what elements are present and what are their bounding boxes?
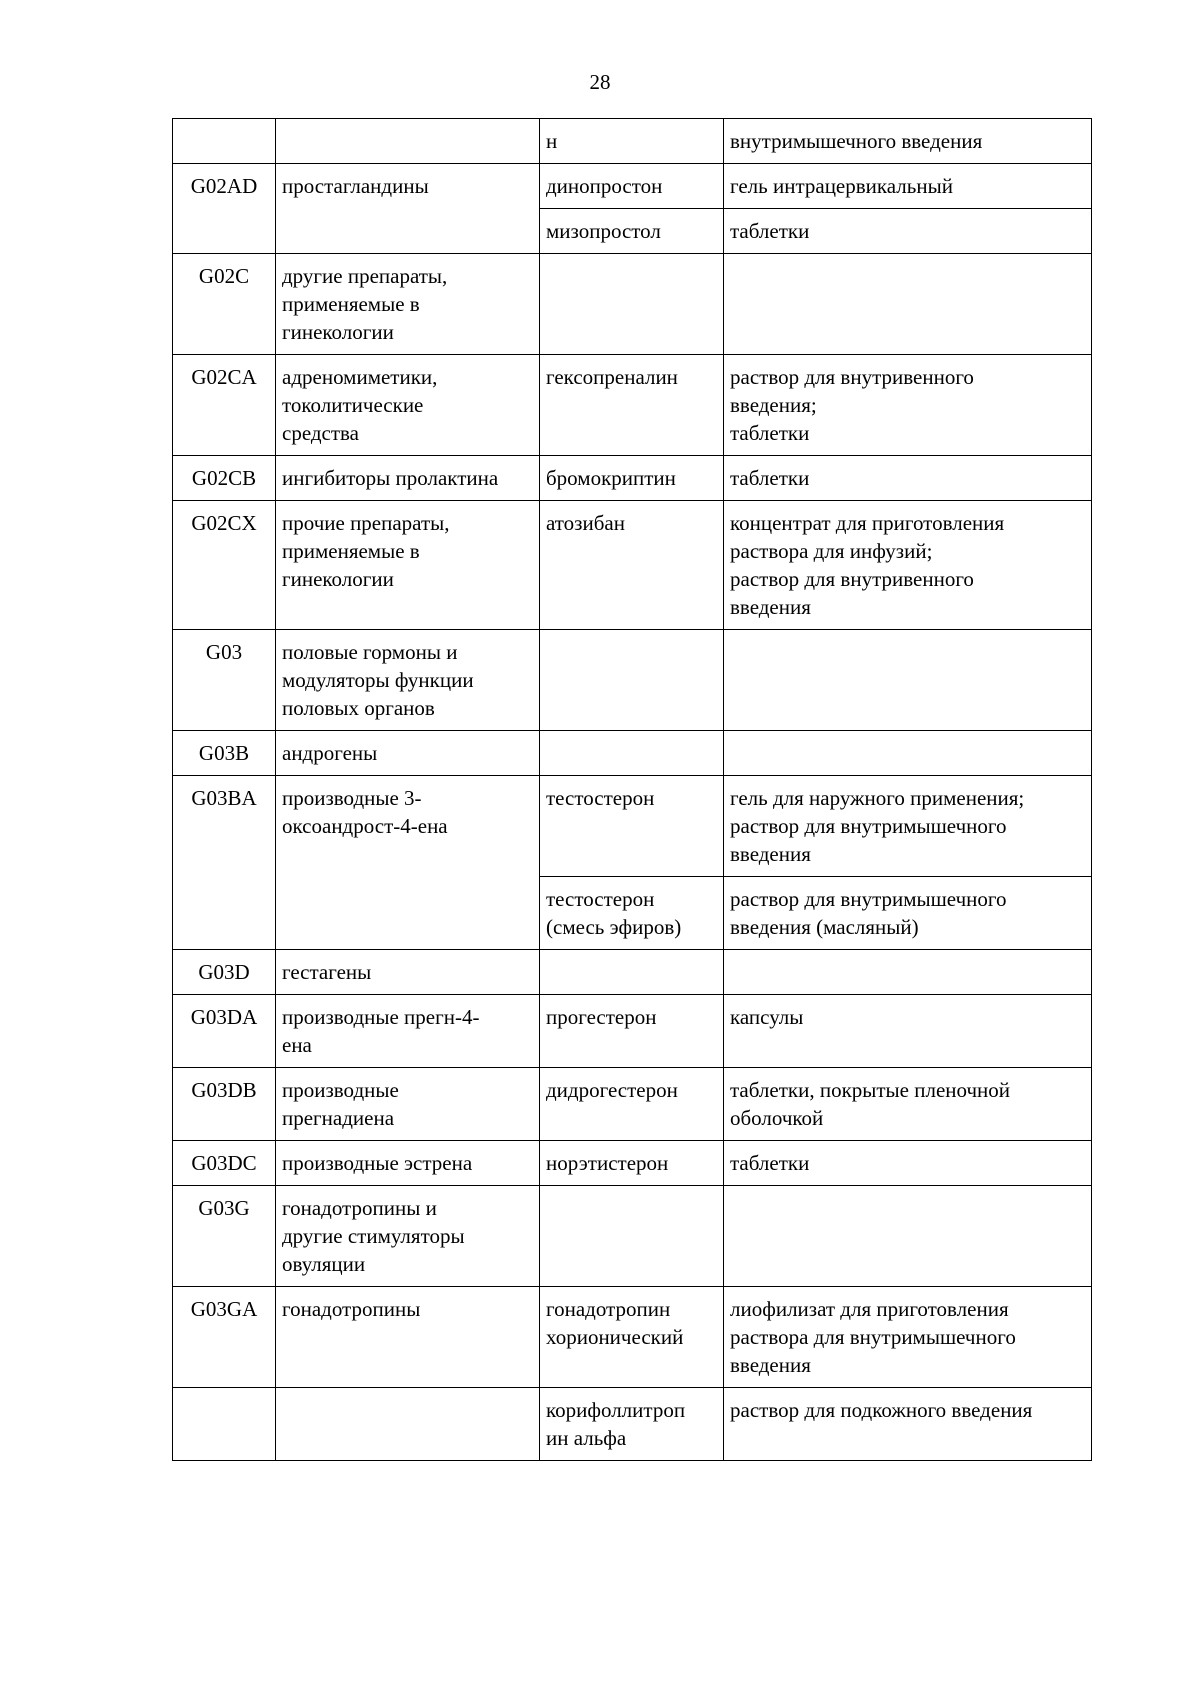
table-row bbox=[173, 355, 1092, 456]
group-line: модуляторы функции bbox=[282, 668, 474, 692]
group-cell bbox=[276, 1141, 540, 1186]
group-line: производные bbox=[282, 1078, 399, 1102]
dosage-form-cell bbox=[724, 1068, 1092, 1141]
drug-cell bbox=[540, 1186, 724, 1287]
dosage-form-cell bbox=[724, 731, 1092, 776]
dosage-form-line: введения bbox=[730, 842, 811, 866]
drug-line: корифоллитроп bbox=[546, 1398, 686, 1422]
group-line: прегнадиена bbox=[282, 1106, 395, 1130]
drug-cell bbox=[540, 1141, 724, 1186]
dosage-form-line: раствор для внутримышечного bbox=[730, 887, 1007, 911]
drug-cell bbox=[540, 877, 724, 950]
table-row bbox=[173, 630, 1092, 731]
group-line: андрогены bbox=[282, 741, 378, 765]
drug-line: ин альфа bbox=[546, 1426, 627, 1450]
group-line: средства bbox=[282, 421, 360, 445]
drug-cell: мизопростол bbox=[540, 209, 724, 254]
table-row bbox=[173, 1287, 1092, 1388]
group-line: токолитические bbox=[282, 393, 424, 417]
group-cell bbox=[276, 164, 540, 254]
table-row bbox=[173, 254, 1092, 355]
group-line: адреномиметики, bbox=[282, 365, 438, 389]
table-row bbox=[173, 164, 1092, 209]
atc-code-cell: G03DB bbox=[173, 1068, 276, 1141]
dosage-form-line: введения (масляный) bbox=[730, 915, 919, 939]
dosage-form-line: оболочкой bbox=[730, 1106, 824, 1130]
dosage-form-line: капсулы bbox=[730, 1005, 804, 1029]
atc-code-cell: G03DC bbox=[173, 1141, 276, 1186]
group-line: половые гормоны и bbox=[282, 640, 458, 664]
atc-code-cell bbox=[173, 119, 276, 164]
group-cell bbox=[276, 1287, 540, 1388]
dosage-form-cell bbox=[724, 1287, 1092, 1388]
drug-line: дидрогестерон bbox=[546, 1078, 678, 1102]
drug-cell bbox=[540, 1068, 724, 1141]
group-line: ена bbox=[282, 1033, 312, 1057]
group-line: простагландины bbox=[282, 174, 429, 198]
group-line: другие стимуляторы bbox=[282, 1224, 465, 1248]
table-row bbox=[173, 501, 1092, 630]
group-line: гестагены bbox=[282, 960, 372, 984]
page-number: 28 bbox=[589, 70, 611, 94]
table-row bbox=[173, 456, 1092, 501]
table-row bbox=[173, 995, 1092, 1068]
dosage-form-line: таблетки, покрытые пленочной bbox=[730, 1078, 1011, 1102]
drug-line: тестостерон bbox=[546, 786, 655, 810]
table-row bbox=[173, 1141, 1092, 1186]
dosage-form-cell bbox=[724, 1186, 1092, 1287]
table-row bbox=[173, 731, 1092, 776]
dosage-form-cell bbox=[724, 877, 1092, 950]
group-line: применяемые в bbox=[282, 292, 420, 316]
group-cell bbox=[276, 501, 540, 630]
atc-code-cell: G02CX bbox=[173, 501, 276, 630]
atc-code-cell: G03BA bbox=[173, 776, 276, 950]
group-line: ингибиторы пролактина bbox=[282, 466, 499, 490]
group-line: другие препараты, bbox=[282, 264, 448, 288]
dosage-form-line: таблетки bbox=[730, 219, 810, 243]
group-line: овуляции bbox=[282, 1252, 366, 1276]
dosage-form-cell bbox=[724, 456, 1092, 501]
atc-code-cell: G03GA bbox=[173, 1287, 276, 1388]
table-row bbox=[173, 776, 1092, 877]
table-row bbox=[173, 1068, 1092, 1141]
dosage-form-line: таблетки bbox=[730, 466, 810, 490]
group-cell bbox=[276, 950, 540, 995]
group-cell bbox=[276, 254, 540, 355]
table-row bbox=[173, 1186, 1092, 1287]
drug-cell: бромокриптин bbox=[540, 456, 724, 501]
atc-code-cell: G03 bbox=[173, 630, 276, 731]
group-cell bbox=[276, 776, 540, 950]
dosage-form-cell bbox=[724, 209, 1092, 254]
drug-classification-table bbox=[172, 118, 1092, 1461]
dosage-form-line: гель для наружного применения; bbox=[730, 786, 1025, 810]
group-cell bbox=[276, 995, 540, 1068]
group-line: гинекологии bbox=[282, 320, 394, 344]
dosage-form-cell bbox=[724, 630, 1092, 731]
dosage-form-cell bbox=[724, 776, 1092, 877]
atc-code-cell: G02AD bbox=[173, 164, 276, 254]
dosage-form-cell bbox=[724, 119, 1092, 164]
group-cell bbox=[276, 456, 540, 501]
group-cell bbox=[276, 355, 540, 456]
drug-cell: гексопреналин bbox=[540, 355, 724, 456]
group-line: прочие препараты, bbox=[282, 511, 450, 535]
atc-code-cell: G03B bbox=[173, 731, 276, 776]
atc-code-cell: G03DA bbox=[173, 995, 276, 1068]
group-line: производные эстрена bbox=[282, 1151, 473, 1175]
group-line: производные прегн-4- bbox=[282, 1005, 480, 1029]
drug-cell bbox=[540, 630, 724, 731]
group-cell bbox=[276, 1068, 540, 1141]
drug-cell bbox=[540, 731, 724, 776]
drug-cell bbox=[540, 995, 724, 1068]
dosage-form-line: раствора для инфузий; bbox=[730, 539, 933, 563]
atc-code-cell: G02CB bbox=[173, 456, 276, 501]
drug-cell bbox=[540, 254, 724, 355]
dosage-form-line: таблетки bbox=[730, 421, 810, 445]
dosage-form-line: внутримышечного введения bbox=[730, 129, 983, 153]
drug-cell: атозибан bbox=[540, 501, 724, 630]
dosage-form-cell bbox=[724, 164, 1092, 209]
dosage-form-line: введения bbox=[730, 1353, 811, 1377]
group-cell bbox=[276, 1186, 540, 1287]
drug-line: тестостерон bbox=[546, 887, 655, 911]
table-row bbox=[173, 950, 1092, 995]
dosage-form-line: таблетки bbox=[730, 1151, 810, 1175]
dosage-form-cell bbox=[724, 254, 1092, 355]
group-line: гинекологии bbox=[282, 567, 394, 591]
drug-line: прогестерон bbox=[546, 1005, 657, 1029]
table-row bbox=[173, 1388, 1092, 1461]
drug-cell: н bbox=[540, 119, 724, 164]
dosage-form-line: введения; bbox=[730, 393, 817, 417]
group-cell bbox=[276, 119, 540, 164]
dosage-form-line: раствор для внутривенного bbox=[730, 567, 974, 591]
dosage-form-cell bbox=[724, 501, 1092, 630]
dosage-form-line: введения bbox=[730, 595, 811, 619]
drug-line: норэтистерон bbox=[546, 1151, 669, 1175]
drug-cell bbox=[540, 1388, 724, 1461]
group-line: применяемые в bbox=[282, 539, 420, 563]
group-line: гонадотропины bbox=[282, 1297, 421, 1321]
dosage-form-cell bbox=[724, 1388, 1092, 1461]
drug-cell bbox=[540, 950, 724, 995]
dosage-form-line: концентрат для приготовления bbox=[730, 511, 1005, 535]
dosage-form-line: раствор для внутримышечного bbox=[730, 814, 1007, 838]
atc-code-cell bbox=[173, 1388, 276, 1461]
atc-code-cell: G03G bbox=[173, 1186, 276, 1287]
group-line: половых органов bbox=[282, 696, 435, 720]
table-row bbox=[173, 119, 1092, 164]
dosage-form-cell bbox=[724, 1141, 1092, 1186]
drug-line: (смесь эфиров) bbox=[546, 915, 682, 939]
atc-code-cell: G02C bbox=[173, 254, 276, 355]
dosage-form-cell bbox=[724, 995, 1092, 1068]
group-cell bbox=[276, 1388, 540, 1461]
drug-cell bbox=[540, 1287, 724, 1388]
atc-code-cell: G03D bbox=[173, 950, 276, 995]
dosage-form-line: раствор для подкожного введения bbox=[730, 1398, 1033, 1422]
group-line: оксоандрост-4-ена bbox=[282, 814, 448, 838]
drug-cell: динопростон bbox=[540, 164, 724, 209]
drug-cell bbox=[540, 776, 724, 877]
drug-line: гонадотропин bbox=[546, 1297, 671, 1321]
drug-line: хорионический bbox=[546, 1325, 684, 1349]
group-line: гонадотропины и bbox=[282, 1196, 437, 1220]
dosage-form-line: гель интрацервикальный bbox=[730, 174, 953, 198]
group-cell bbox=[276, 731, 540, 776]
dosage-form-line: раствора для внутримышечного bbox=[730, 1325, 1016, 1349]
dosage-form-cell bbox=[724, 355, 1092, 456]
group-cell bbox=[276, 630, 540, 731]
dosage-form-cell bbox=[724, 950, 1092, 995]
group-line: производные 3- bbox=[282, 786, 422, 810]
atc-code-cell: G02CA bbox=[173, 355, 276, 456]
dosage-form-line: раствор для внутривенного bbox=[730, 365, 974, 389]
dosage-form-line: лиофилизат для приготовления bbox=[730, 1297, 1009, 1321]
